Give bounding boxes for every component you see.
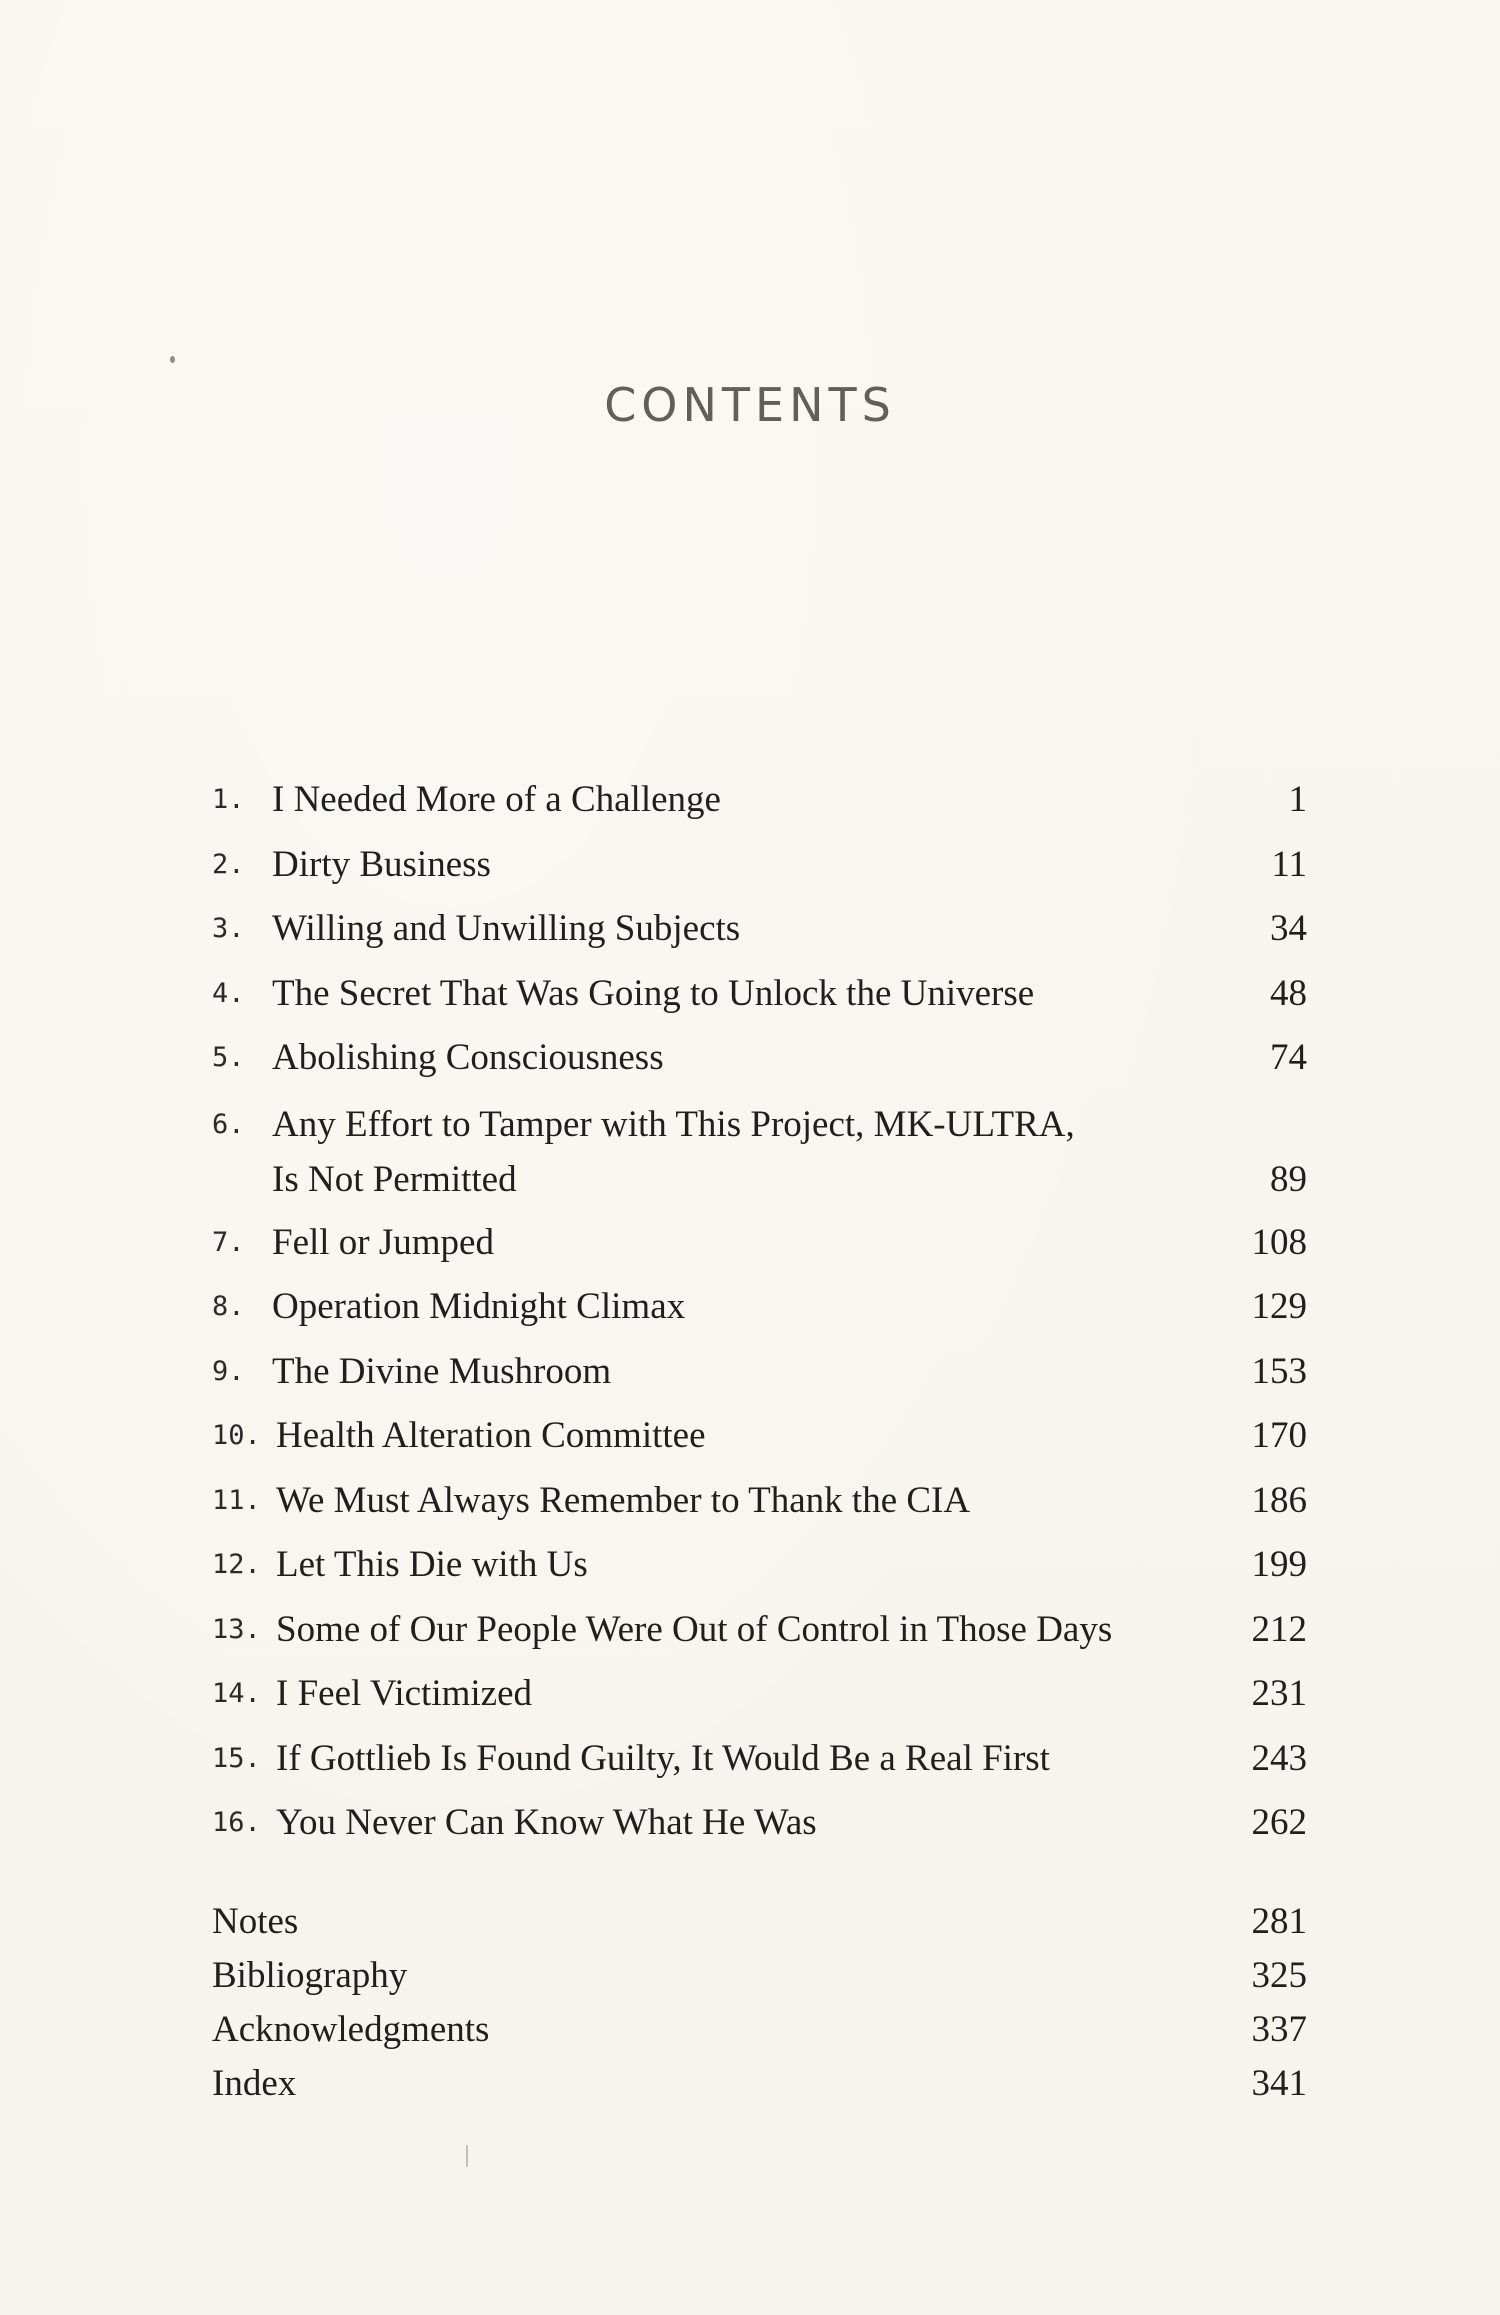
back-matter-list [212, 1895, 1307, 2111]
page-number: 186 [1251, 1479, 1307, 1521]
chapter-title: I Feel Victimized [276, 1673, 533, 1714]
page-title: CONTENTS [604, 378, 896, 432]
page-number: 11 [1271, 843, 1307, 885]
chapter-title-line: Any Effort to Tamper with This Project, MK-ULTRA, [272, 1103, 1075, 1145]
chapter-number: 4. [212, 977, 245, 1009]
back-matter-entry[interactable] [212, 1949, 1307, 2003]
back-matter-title: Notes [212, 1901, 299, 1942]
toc-entry[interactable] [212, 1533, 1307, 1598]
chapter-title [272, 1097, 1187, 1207]
page-number: 337 [1251, 2009, 1307, 2050]
page-number: 74 [1270, 1037, 1307, 1078]
toc-entry[interactable] [212, 833, 1307, 898]
chapter-list [212, 768, 1307, 1856]
page-number: 262 [1251, 1802, 1307, 1843]
chapter-number: 1. [212, 784, 245, 815]
page-number: 153 [1251, 1350, 1307, 1392]
chapter-number: 5. [212, 1042, 245, 1073]
page-number: 341 [1251, 2063, 1307, 2104]
chapter-number: 11. [212, 1484, 261, 1516]
chapter-number: 7. [212, 1226, 245, 1258]
chapter-title: Let This Die with Us [276, 1544, 588, 1585]
chapter-title: Health Alteration Committee [276, 1415, 706, 1456]
chapter-number: 8. [212, 1291, 245, 1322]
chapter-number: 16. [212, 1807, 261, 1838]
chapter-title: The Secret That Was Going to Unlock the Universe [272, 972, 1035, 1014]
chapter-title: You Never Can Know What He Was [276, 1802, 817, 1843]
toc-entry[interactable] [212, 1275, 1307, 1340]
chapter-title: We Must Always Remember to Thank the CIA [276, 1479, 971, 1521]
toc-entry[interactable] [212, 1469, 1307, 1534]
chapter-number: 13. [212, 1613, 261, 1645]
page-number: 48 [1270, 972, 1307, 1014]
toc-entry[interactable] [212, 962, 1307, 1027]
back-matter-entry[interactable] [212, 2057, 1307, 2111]
page-number: 243 [1251, 1737, 1307, 1779]
page-number: 108 [1251, 1221, 1307, 1263]
chapter-number: 12. [212, 1549, 261, 1580]
chapter-number: 6. [212, 1108, 245, 1140]
toc-entry[interactable] [212, 1791, 1307, 1856]
chapter-title: The Divine Mushroom [272, 1350, 612, 1392]
chapter-title: Operation Midnight Climax [272, 1286, 686, 1327]
toc-entry[interactable] [212, 1340, 1307, 1405]
page-number: 325 [1251, 1955, 1307, 1996]
back-matter-entry[interactable] [212, 1895, 1307, 1949]
page-number: 199 [1251, 1544, 1307, 1585]
chapter-title: I Needed More of a Challenge [272, 779, 721, 820]
chapter-title: Some of Our People Were Out of Control in Those Days [276, 1608, 1113, 1650]
back-matter-title: Acknowledgments [212, 2009, 490, 2050]
page-number: 231 [1251, 1673, 1307, 1714]
toc-entry[interactable] [212, 1211, 1307, 1276]
page-number: 34 [1270, 908, 1307, 949]
chapter-title: Dirty Business [272, 843, 491, 885]
chapter-title: Abolishing Consciousness [272, 1037, 664, 1078]
toc-entry[interactable] [212, 768, 1307, 833]
chapter-number: 2. [212, 848, 245, 880]
page-number: 1 [1288, 779, 1307, 820]
page-number: 281 [1251, 1901, 1307, 1942]
page-number: 129 [1251, 1286, 1307, 1327]
chapter-title: Fell or Jumped [272, 1221, 494, 1263]
toc-entry[interactable] [212, 1598, 1307, 1663]
chapter-number: 9. [212, 1355, 245, 1387]
chapter-title: If Gottlieb Is Found Guilty, It Would Be a Real First [276, 1737, 1050, 1779]
toc-entry[interactable] [212, 1026, 1307, 1091]
chapter-number: 15. [212, 1742, 261, 1774]
toc-entry[interactable] [212, 1662, 1307, 1727]
toc-entry[interactable] [212, 897, 1307, 962]
page-number: 170 [1251, 1415, 1307, 1456]
back-matter-entry[interactable] [212, 2003, 1307, 2057]
paper-speck [170, 356, 175, 363]
chapter-number: 3. [212, 913, 245, 944]
toc-entry[interactable] [212, 1727, 1307, 1792]
toc-entry[interactable] [212, 1091, 1307, 1211]
chapter-title: Willing and Unwilling Subjects [272, 908, 741, 949]
chapter-title-line: Is Not Permitted [272, 1158, 517, 1200]
chapter-number: 10. [212, 1420, 261, 1451]
toc-entry[interactable] [212, 1404, 1307, 1469]
page-number: 212 [1251, 1608, 1307, 1650]
page-number: 89 [1270, 1158, 1307, 1200]
chapter-number: 14. [212, 1678, 261, 1709]
back-matter-title: Bibliography [212, 1955, 408, 1996]
paper-speck [466, 2145, 468, 2167]
back-matter-title: Index [212, 2063, 297, 2104]
